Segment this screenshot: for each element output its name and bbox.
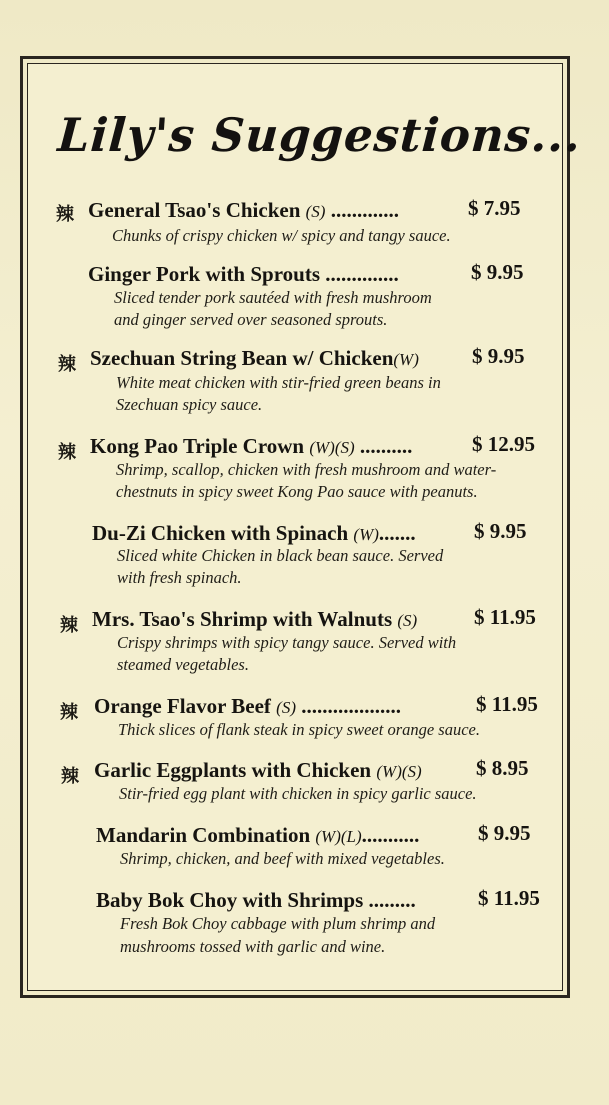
spicy-icon: 辣 [61,766,79,787]
item-name: Ginger Pork with Sprouts [88,262,321,286]
item-price: $ 11.95 [476,692,538,716]
item-description-line2: chestnuts in spicy sweet Kong Pao sauce with peanuts. [116,482,478,501]
menu-item-title [90,434,412,459]
item-description-line2: with fresh spinach. [117,568,242,587]
spicy-icon: 辣 [56,204,74,225]
item-price: $ 11.95 [474,605,536,629]
item-description: Sliced tender pork sautéed with fresh mushroom [114,288,432,307]
spicy-icon: 辣 [58,354,76,375]
menu-item-title [88,198,399,223]
item-price: $ 9.95 [478,821,531,845]
item-description: Stir-fried egg plant with chicken in spicy garlic sauce. [119,784,477,803]
item-description: Shrimp, scallop, chicken with fresh mushroom and water- [116,460,497,479]
menu-item-title [92,607,417,632]
menu-title: Lily's Suggestions... [56,108,584,162]
spicy-icon: 辣 [60,615,78,636]
menu-item-title [92,521,416,546]
leader-dots: ........... [361,823,420,847]
menu-item-title [88,262,399,287]
spicy-icon: 辣 [58,442,76,463]
leader-dots: .......... [354,434,413,458]
leader-dots: .............. [325,262,399,286]
item-price: $ 11.95 [478,886,540,910]
item-description: Shrimp, chicken, and beef with mixed vegetables. [120,849,445,868]
leader-dots: ............. [325,198,399,222]
item-code: (W)(L) [315,827,362,846]
leader-dots: ......... [368,888,416,912]
menu-frame [20,56,584,998]
item-price: $ 7.95 [468,196,521,220]
item-description-line2: mushrooms tossed with garlic and wine. [120,937,386,956]
menu-item-title [94,758,422,783]
menu-item-title [90,346,419,371]
item-code: (W) [353,525,379,544]
item-name: Mrs. Tsao's Shrimp with Walnuts [92,607,393,631]
item-price: $ 9.95 [471,260,524,284]
item-name: Kong Pao Triple Crown [90,434,305,458]
item-name: Szechuan String Bean w/ Chicken [90,346,394,370]
item-description-line2: Szechuan spicy sauce. [116,395,263,414]
leader-dots: ....... [378,521,416,545]
item-code: (W) [393,350,419,369]
item-code: (S) [305,202,326,221]
item-description: Chunks of crispy chicken w/ spicy and tangy sauce. [112,226,451,245]
menu-item-title [94,694,401,719]
item-code: (S) [397,611,418,630]
item-price: $ 8.95 [476,756,529,780]
menu-item-title [96,823,419,848]
spicy-icon: 辣 [60,702,78,723]
item-price: $ 9.95 [472,344,525,368]
item-description: Sliced white Chicken in black bean sauce. Served [117,546,444,565]
item-code: (W)(S) [309,438,355,457]
item-description-line2: and ginger served over seasoned sprouts. [114,310,388,329]
item-description: Thick slices of flank steak in spicy sweet orange sauce. [118,720,481,739]
item-description: White meat chicken with stir-fried green beans in [116,373,441,392]
menu-item-title [96,888,416,913]
menu-panel [27,63,584,991]
item-price: $ 12.95 [472,432,535,456]
item-name: General Tsao's Chicken [88,198,301,222]
item-name: Baby Bok Choy with Shrimps [96,888,364,912]
item-name: Garlic Eggplants with Chicken [94,758,372,782]
item-name: Mandarin Combination [96,823,311,847]
item-name: Orange Flavor Beef [94,694,271,718]
item-description: Fresh Bok Choy cabbage with plum shrimp and [120,914,436,933]
item-name: Du-Zi Chicken with Spinach [92,521,349,545]
item-code: (S) [276,698,296,717]
item-code: (W)(S) [376,762,422,781]
leader-dots: ................... [295,694,401,718]
item-description: Crispy shrimps with spicy tangy sauce. Served with [117,633,457,652]
item-price: $ 9.95 [474,519,527,543]
item-description-line2: steamed vegetables. [117,655,249,674]
